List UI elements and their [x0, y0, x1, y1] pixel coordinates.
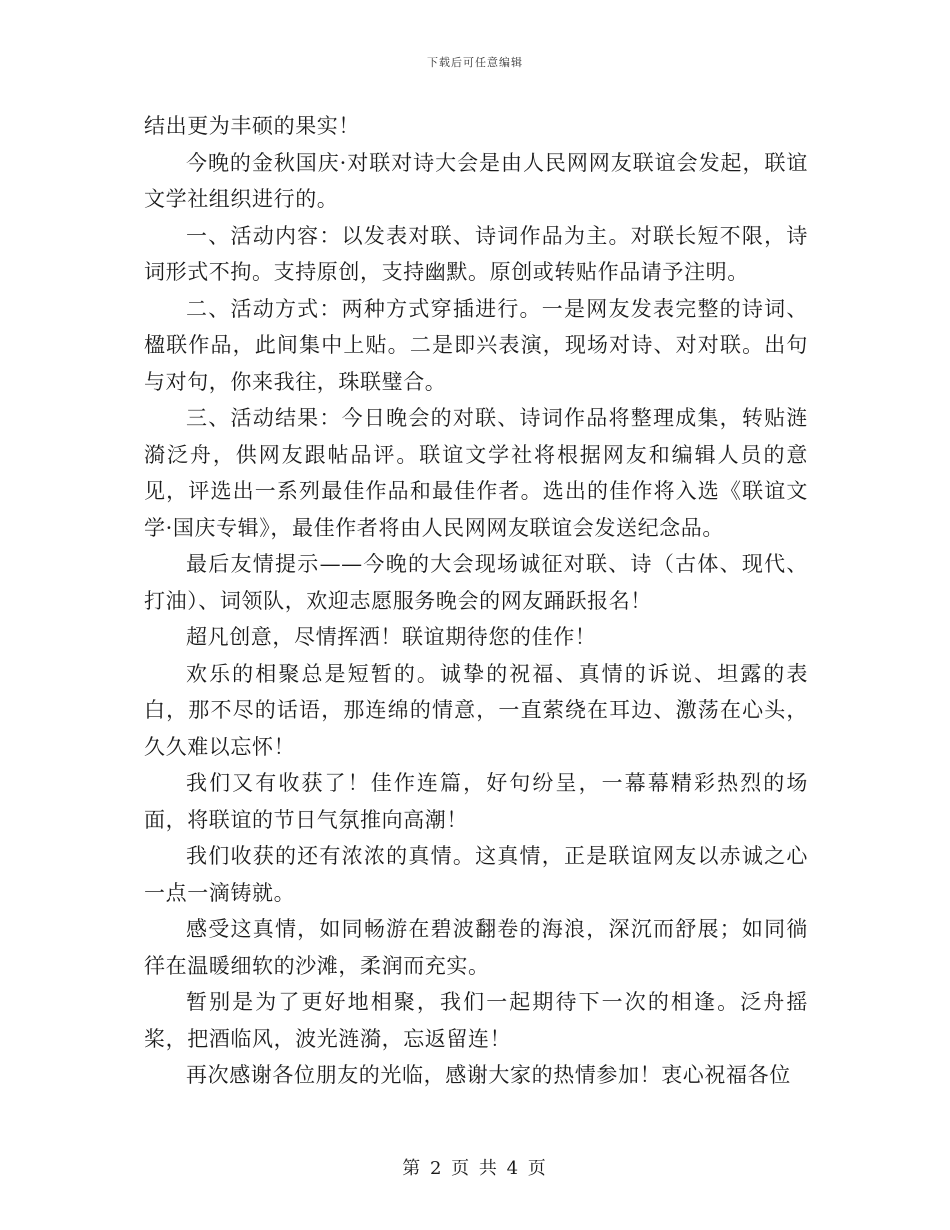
paragraph-1: 结出更为丰硕的果实！ [144, 114, 360, 138]
paragraph-6: 最后友情提示——今晚的大会现场诚征对联、诗（古体、现代、打油）、词领队，欢迎志愿服务晚会的网友踊跃报名！ [144, 552, 808, 613]
paragraph-8: 欢乐的相聚总是短暂的。诚挚的祝福、真情的诉说、坦露的表白，那不尽的话语，那连绵的情意，一直萦绕在耳边、激荡在心头，久久难以忘怀！ [144, 661, 808, 759]
page-number-footer: 第 2 页 共 4 页 [402, 1158, 548, 1179]
paragraph-7: 超凡创意，尽情挥洒！联谊期待您的佳作！ [186, 625, 597, 649]
paragraph-3: 一、活动内容：以发表对联、诗词作品为主。对联长短不限，诗词形式不拘。支持原创，支持幽默。原创或转贴作品请予注明。 [144, 223, 808, 284]
page-header: 下载后可任意编辑 [427, 56, 523, 69]
paragraph-9: 我们又有收获了！佳作连篇，好句纷呈，一幕幕精彩热烈的场面，将联谊的节日气氛推向高潮！ [144, 771, 808, 832]
paragraph-2: 今晚的金秋国庆·对联对诗大会是由人民网网友联谊会发起，联谊文学社组织进行的。 [144, 150, 808, 211]
paragraph-10: 我们收获的还有浓浓的真情。这真情，正是联谊网友以赤诚之心一点一滴铸就。 [144, 844, 808, 905]
paragraph-13: 再次感谢各位朋友的光临，感谢大家的热情参加！衷心祝福各位 [186, 1063, 791, 1087]
paragraph-5: 三、活动结果：今日晚会的对联、诗词作品将整理成集，转贴涟漪泛舟，供网友跟帖品评。联谊文学社将根据网友和编辑人员的意见，评选出一系列最佳作品和最佳作者。选出的佳作将入选《联谊文学·国庆专辑》，最佳作者将由人民网网友联谊会发送纪念品。 [144, 406, 808, 540]
paragraph-11: 感受这真情，如同畅游在碧波翻卷的海浪，深沉而舒展；如同徜徉在温暖细软的沙滩，柔润而充实。 [144, 917, 808, 978]
paragraph-4: 二、活动方式：两种方式穿插进行。一是网友发表完整的诗词、楹联作品，此间集中上贴。二是即兴表演，现场对诗、对对联。出句与对句，你来我往，珠联璧合。 [144, 296, 808, 394]
paragraph-12: 暂别是为了更好地相聚，我们一起期待下一次的相逢。泛舟摇桨，把酒临风，波光涟漪，忘返留连！ [144, 990, 808, 1051]
document-body [144, 108, 808, 1094]
